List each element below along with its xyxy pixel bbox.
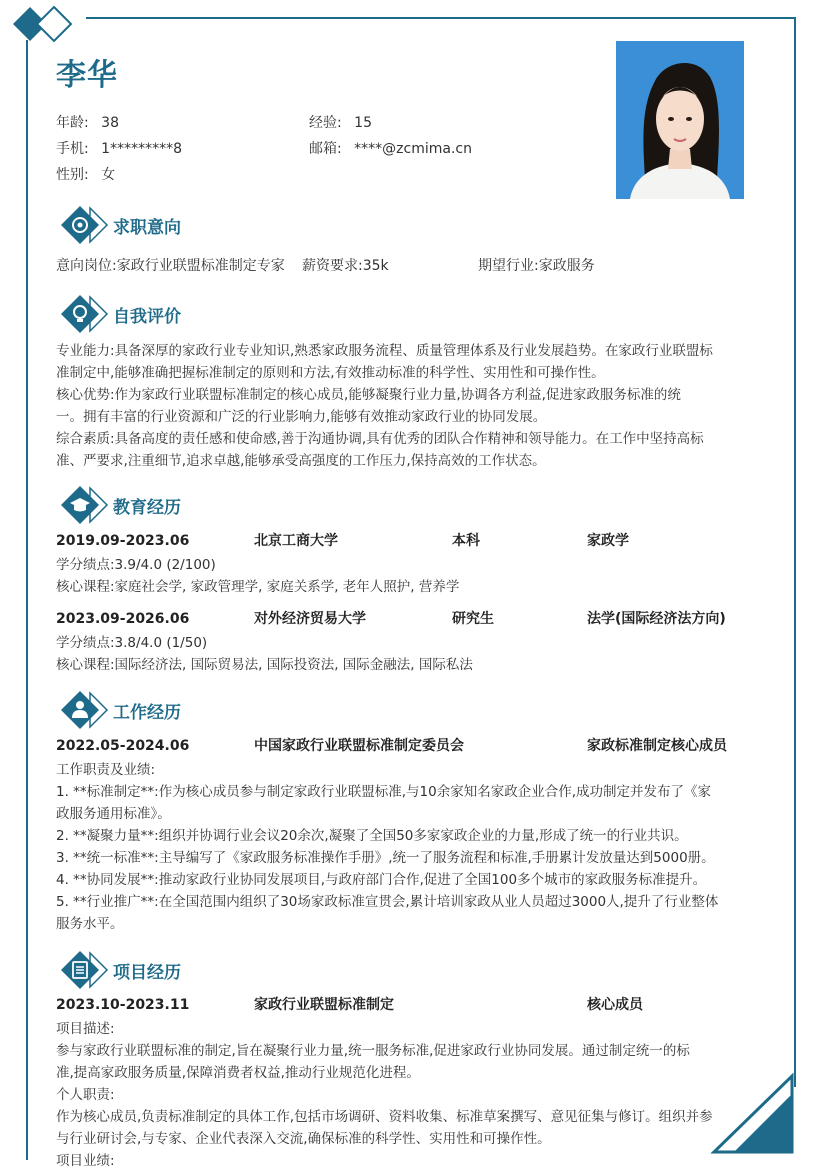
work-line: 4. **协同发展**:推动家政行业协同发展项目,与政府部门合作,促进了全国100多个城市的家政服务标准提升。 xyxy=(56,872,707,888)
age-value: 38 xyxy=(101,115,119,131)
education-details xyxy=(56,632,768,676)
section-header-work xyxy=(60,690,360,730)
education-details xyxy=(56,554,768,598)
industry-label: 期望行业: xyxy=(478,258,539,274)
phone-value: 1*********8 xyxy=(101,141,182,157)
project-line: 与行业研讨会,与专家、企业代表深入交流,确保标准的科学性、实用性和可操作性。 xyxy=(56,1131,551,1147)
work-period: 2022.05-2024.06 xyxy=(56,738,190,754)
work-line: 政服务通用标准》。 xyxy=(56,806,171,822)
age-label: 年龄: xyxy=(56,115,89,131)
self-eval-line: 准制定中,能够准确把握标准制定的原则和方法,有效推动标准的科学性、实用性和可操作性。 xyxy=(56,365,605,381)
corner-diamond-icon xyxy=(10,4,80,44)
education-item-header xyxy=(56,608,768,630)
email-value: ****@zcmima.cn xyxy=(354,141,472,157)
education-degree: 研究生 xyxy=(452,611,494,627)
work-line: 3. **统一标准**:主导编写了《家政服务标准操作手册》,统一了服务流程和标准,手册累计发放量达到5000册。 xyxy=(56,850,715,866)
self-eval-line: 专业能力:具备深厚的家政行业专业知识,熟悉家政服务流程、质量管理体系及行业发展趋势。在家政行业联盟标 xyxy=(56,343,713,359)
project-period: 2023.10-2023.11 xyxy=(56,997,190,1013)
education-degree: 本科 xyxy=(452,533,480,549)
work-line: 工作职责及业绩: xyxy=(56,762,156,778)
phone-label: 手机: xyxy=(56,141,89,157)
project-line: 参与家政行业联盟标准的制定,旨在凝聚行业力量,统一服务标准,促进家政行业协同发展。通过制定统一的标 xyxy=(56,1043,690,1059)
project-line: 作为核心成员,负责标准制定的具体工作,包括市场调研、资料收集、标准草案撰写、意见征集与修订。组织并参 xyxy=(56,1109,713,1125)
project-line: 项目描述: xyxy=(56,1021,115,1037)
section-title-project: 项目经历 xyxy=(113,963,181,983)
experience-label: 经验: xyxy=(309,115,342,131)
education-courses: 核心课程:家庭社会学, 家政管理学, 家庭关系学, 老年人照护, 营养学 xyxy=(56,579,460,595)
education-school: 对外经济贸易大学 xyxy=(254,611,366,627)
section-title-education: 教育经历 xyxy=(113,498,181,518)
education-courses: 核心课程:国际经济法, 国际贸易法, 国际投资法, 国际金融法, 国际私法 xyxy=(56,657,473,673)
position-value: 家政行业联盟标准制定专家 xyxy=(116,258,285,274)
work-details xyxy=(56,759,768,935)
email-label: 邮箱: xyxy=(309,141,342,157)
education-school: 北京工商大学 xyxy=(254,533,338,549)
industry-value: 家政服务 xyxy=(538,258,595,274)
email-field xyxy=(309,138,472,158)
self-eval-text xyxy=(56,340,768,472)
salary-label: 薪资要求: xyxy=(302,258,363,274)
project-line: 项目业绩: xyxy=(56,1153,115,1169)
self-eval-line: 核心优势:作为家政行业联盟标准制定的核心成员,能够凝聚行业力量,协调各方利益,促进家政服务标准的统 xyxy=(56,387,681,403)
graduation-cap-icon xyxy=(60,485,110,525)
gender-label: 性别: xyxy=(56,167,89,183)
document-list-icon xyxy=(60,950,110,990)
education-gpa: 学分绩点:3.8/4.0 (1/50) xyxy=(56,635,208,651)
work-line: 服务水平。 xyxy=(56,916,124,932)
frame-right-line xyxy=(794,17,796,1087)
work-item-header xyxy=(56,735,768,757)
section-header-intent xyxy=(60,205,360,245)
education-item-header xyxy=(56,530,768,552)
work-org: 中国家政行业联盟标准制定委员会 xyxy=(254,738,464,754)
intent-row xyxy=(56,255,768,277)
position-label: 意向岗位: xyxy=(56,258,117,274)
experience-value: 15 xyxy=(354,115,372,131)
self-eval-line: 一。拥有丰富的行业资源和广泛的行业影响力,能够有效推动家政行业的协同发展。 xyxy=(56,409,547,425)
person-icon xyxy=(60,690,110,730)
project-line: 个人职责: xyxy=(56,1087,115,1103)
work-line: 2. **凝聚力量**:组织并协调行业会议20余次,凝聚了全国50多家家政企业的力量,形成了统一的行业共识。 xyxy=(56,828,688,844)
education-gpa: 学分绩点:3.9/4.0 (2/100) xyxy=(56,557,216,573)
target-icon xyxy=(60,205,110,245)
section-title-self-eval: 自我评价 xyxy=(113,307,181,327)
self-eval-line: 准、严要求,注重细节,追求卓越,能够承受高强度的工作压力,保持高效的工作状态。 xyxy=(56,453,546,469)
intent-salary xyxy=(302,255,389,277)
education-major: 家政学 xyxy=(587,533,629,549)
work-role: 家政标准制定核心成员 xyxy=(587,738,727,754)
gender-field xyxy=(56,164,115,184)
candidate-name: 李华 xyxy=(56,58,118,93)
frame-left-line xyxy=(26,40,28,1160)
self-eval-line: 综合素质:具备高度的责任感和使命感,善于沟通协调,具有优秀的团队合作精神和领导能力。在工作中坚持高标 xyxy=(56,431,704,447)
gender-value: 女 xyxy=(101,167,116,183)
frame-top-line xyxy=(86,17,796,19)
project-details xyxy=(56,1018,768,1172)
section-header-project xyxy=(60,950,360,990)
project-role: 核心成员 xyxy=(587,997,643,1013)
intent-industry xyxy=(478,255,595,277)
lightbulb-icon xyxy=(60,294,110,334)
salary-value: 35k xyxy=(362,258,389,274)
education-period: 2023.09-2026.06 xyxy=(56,611,190,627)
corner-triangle-icon xyxy=(700,1072,800,1160)
project-name: 家政行业联盟标准制定 xyxy=(254,997,394,1013)
intent-position xyxy=(56,255,285,277)
project-line: 准,提高家政服务质量,保障消费者权益,推动行业规范化进程。 xyxy=(56,1065,420,1081)
section-header-self-eval xyxy=(60,294,360,334)
age-field xyxy=(56,112,119,132)
section-header-education xyxy=(60,485,360,525)
experience-field xyxy=(309,112,372,132)
phone-field xyxy=(56,138,182,158)
work-line: 5. **行业推广**:在全国范围内组织了30场家政标准宣贯会,累计培训家政从业人员超过3000人,提升了行业整体 xyxy=(56,894,719,910)
profile-photo xyxy=(616,41,744,199)
education-period: 2019.09-2023.06 xyxy=(56,533,190,549)
work-line: 1. **标准制定**:作为核心成员参与制定家政行业联盟标准,与10余家知名家政企业合作,成功制定并发布了《家 xyxy=(56,784,711,800)
section-title-intent: 求职意向 xyxy=(113,218,181,238)
section-title-work: 工作经历 xyxy=(113,703,181,723)
project-item-header xyxy=(56,994,768,1016)
education-major: 法学(国际经济法方向) xyxy=(587,611,726,627)
